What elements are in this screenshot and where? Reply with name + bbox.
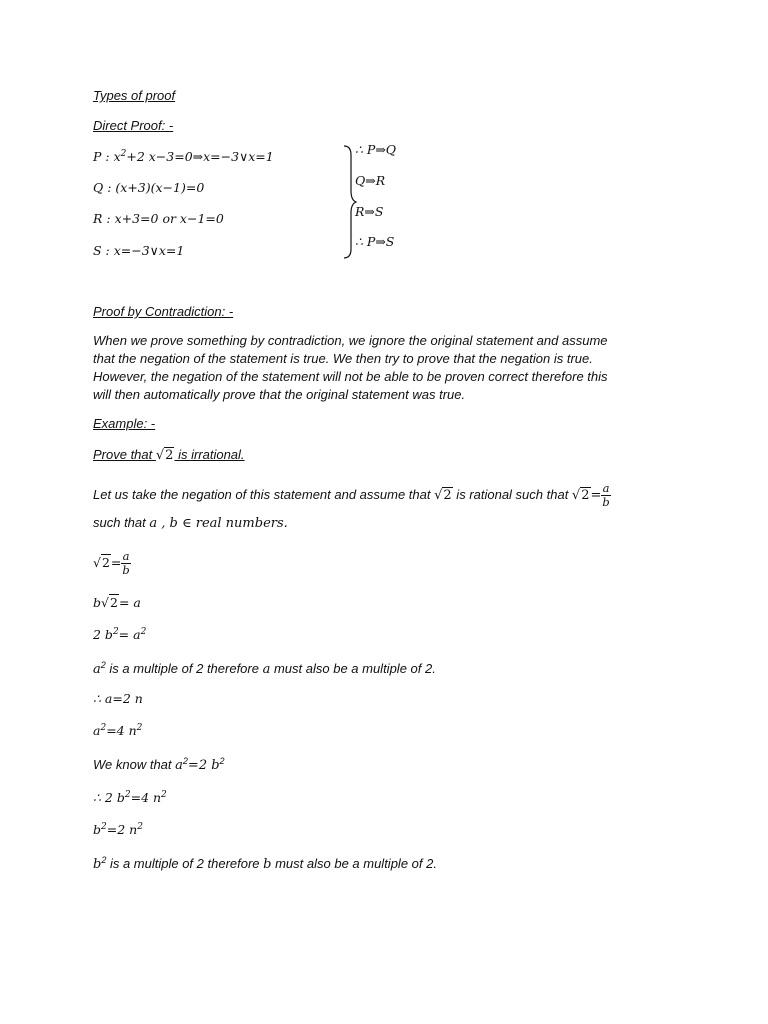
contradiction-paragraph bbox=[93, 332, 668, 404]
statement-q: Q : (x+3)(x−1)=0 bbox=[93, 180, 205, 195]
conclusion-p-implies-q: ∴ P⇒Q bbox=[355, 142, 397, 157]
sqrt-two: √2 bbox=[155, 448, 174, 463]
statement-p: P : $x^2+2$ x−3=0⇒x=−3∨x=1 bbox=[93, 149, 274, 164]
statement-we-know: We know that $a^2=2$ $b^2$ bbox=[93, 756, 225, 773]
equation-a-equals-2n: ∴ a=2 n bbox=[93, 691, 143, 706]
conclusion-q-implies-r: Q⇒R bbox=[355, 173, 386, 188]
heading-example: Example: - bbox=[93, 416, 156, 431]
equation-2b2-equals-a2: 2 $b^2= a^2$ bbox=[93, 627, 147, 642]
statement-a2-multiple-of-2: $a^2$ is a multiple of 2 therefore a must also be a multiple of 2. bbox=[93, 660, 436, 677]
fraction-a-over-b: $\frac{a}{b}$ bbox=[602, 481, 610, 510]
statement-r: R : x+3=0 or x−1=0 bbox=[93, 211, 224, 226]
heading-proof-by-contradiction: Proof by Contradiction: - bbox=[93, 304, 234, 319]
heading-types-of-proof: Types of proof bbox=[93, 88, 176, 103]
heading-direct-proof: Direct Proof: - bbox=[93, 118, 174, 133]
example-statement: Prove that √2 is irrational. bbox=[93, 447, 245, 463]
equation-b2-equals-2n2: $b^2=2$ $n^2$ bbox=[93, 822, 143, 837]
equation-a2-equals-4n2: $a^2=4$ $n^2$ bbox=[93, 723, 143, 738]
equation-sqrt2-equals-a-over-b: √2= $\frac{a}{b}$ bbox=[93, 549, 130, 577]
conclusion-r-implies-s: R⇒S bbox=[355, 204, 384, 219]
real-numbers-condition: such that a , b ∈ real numbers. bbox=[93, 515, 288, 531]
paragraph-line: However, the negation of the statement will not be able to be proven correct therefore this bbox=[93, 369, 608, 384]
paragraph-line: that the negation of the statement is true. We then try to prove that the negation is true. bbox=[93, 351, 593, 366]
equation-b-sqrt2-equals-a: b√2= a bbox=[93, 595, 141, 610]
statement-b2-multiple-of-2: $b^2$ is a multiple of 2 therefore b must also be a multiple of 2. bbox=[93, 855, 437, 872]
paragraph-line: will then automatically prove that the original statement was true. bbox=[93, 387, 466, 402]
equation-2b2-equals-4n2: ∴ 2 $b^2=4$ $n^2$ bbox=[93, 790, 167, 805]
negation-statement: Let us take the negation of this statement and assume that √2 is rational such that √2= $\frac{a}{b}$ bbox=[93, 481, 610, 510]
paragraph-line: When we prove something by contradiction, we ignore the original statement and assume bbox=[93, 333, 608, 348]
statement-s: S : x=−3∨x=1 bbox=[93, 243, 185, 258]
conclusion-p-implies-s: ∴ P⇒S bbox=[355, 234, 395, 249]
